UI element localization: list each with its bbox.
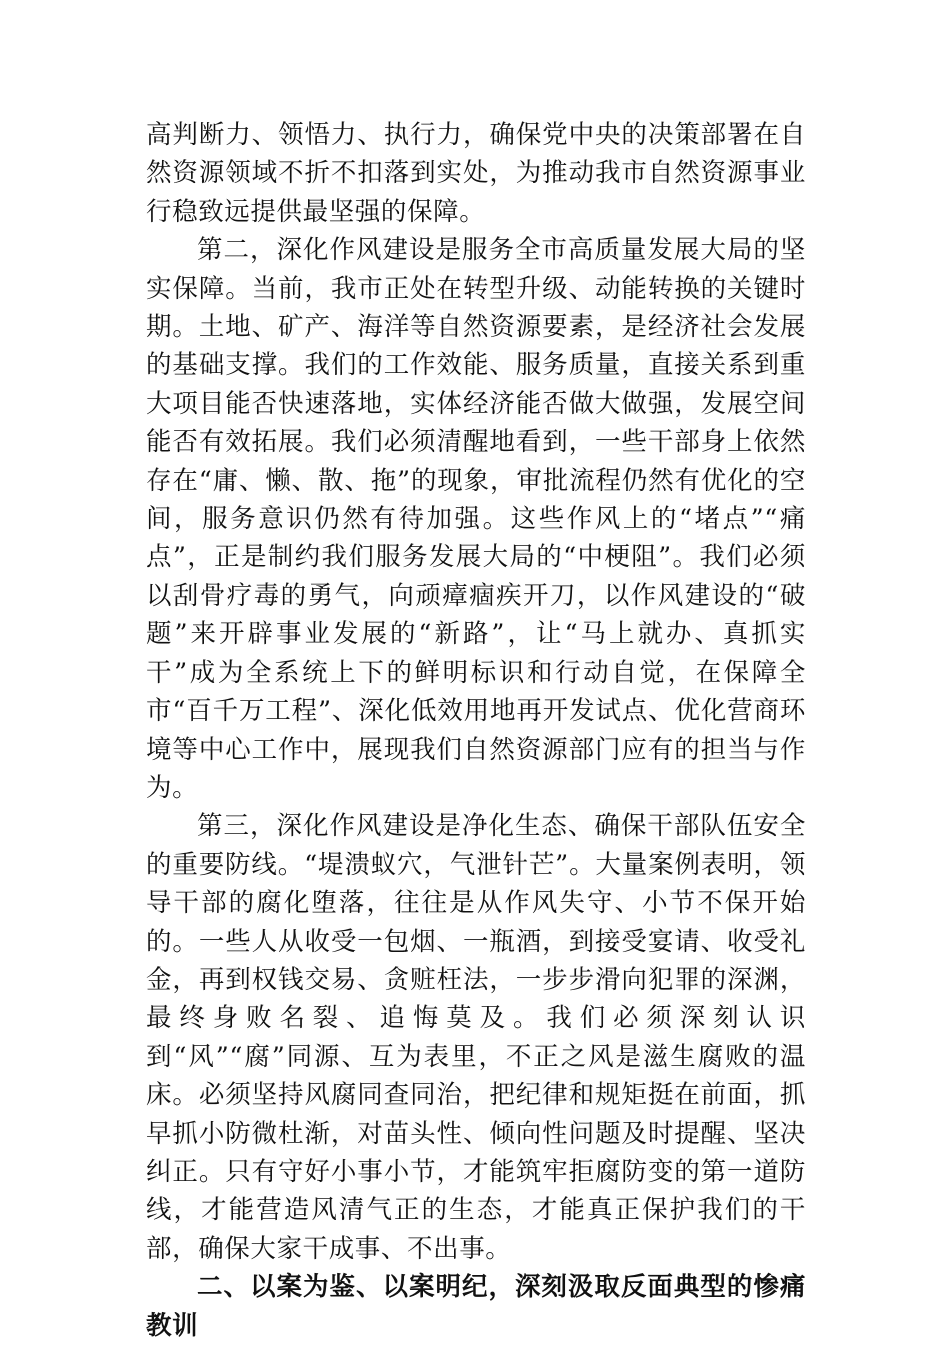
paragraph-continuation: 高判断力、领悟力、执行力，确保党中央的决策部署在自然资源领域不折不扣落到实处，为推动我市自然资源事业行稳致远提供最坚强的保障。 (146, 120, 806, 227)
paragraph-second-point: 第二，深化作风建设是服务全市高质量发展大局的坚实保障。当前，我市正处在转型升级、动能转换的关键时期。土地、矿产、海洋等自然资源要素，是经济社会发展的基础支撑。我们的工作效能、服务质量，直接关系到重大项目能否快速落地，实体经济能否做大做强，发展空间能否有效拓展。我们必须清醒地看到，一些干部身上依然存在“庸、懒、散、拖”的现象，审批流程仍然有优化的空间，服务意识仍然有待加强。这些作风上的“堵点”“痛点”，正是制约我们服务发展大局的“中梗阻”。我们必须以刮骨疗毒的勇气，向顽瘴痼疾开刀，以作风建设的“破题”来开辟事业发展的“新路”，让“马上就办、真抓实干”成为全系统上下的鲜明标识和行动自觉，在保障全市“百千万工程”、深化低效用地再开发试点、优化营商环境等中心工作中，展现我们自然资源部门应有的担当与作为。 (146, 235, 806, 803)
document-body (146, 116, 806, 1345)
paragraph-third-point: 第三，深化作风建设是净化生态、确保干部队伍安全的重要防线。“堤溃蚁穴，气泄针芒”。大量案例表明，领导干部的腐化堕落，往往是从作风失守、小节不保开始的。一些人从收受一包烟、一瓶酒，到接受宴请、收受礼金，再到权钱交易、贪赃枉法，一步步滑向犯罪的深渊，最终身败名裂、追悔莫及。我们必须深刻认识到“风”“腐”同源、互为表里，不正之风是滋生腐败的温床。必须坚持风腐同查同治，把纪律和规矩挺在前面，抓早抓小防微杜渐，对苗头性、倾向性问题及时提醒、坚决纠正。只有守好小事小节，才能筑牢拒腐防变的第一道防线，才能营造风清气正的生态，才能真正保护我们的干部，确保大家干成事、不出事。 (146, 811, 806, 1264)
section-heading: 二、以案为鉴、以案明纪，深刻汲取反面典型的惨痛教训 (146, 1272, 806, 1341)
